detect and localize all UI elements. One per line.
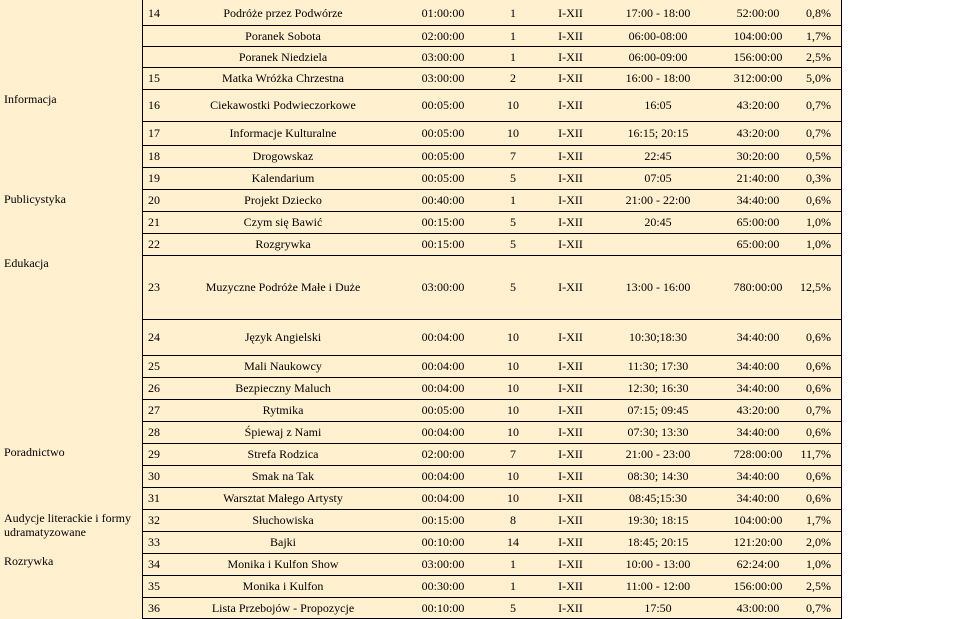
- cell-mon: I-XII: [558, 126, 583, 140]
- cell-mon: I-XII: [558, 49, 583, 64]
- cell-pct: 11,7%: [800, 447, 831, 461]
- cell-tot: 43:20:00: [736, 126, 780, 140]
- cell-nr: 24: [148, 330, 160, 344]
- cell-nr: 20: [148, 193, 160, 207]
- cell-cnt: 5: [510, 215, 516, 229]
- cell-mon: I-XII: [558, 280, 583, 294]
- cell-nr: 23: [148, 280, 160, 294]
- cell-pct: 0,5%: [806, 149, 831, 163]
- cell-dur: 00:40:00: [421, 193, 465, 207]
- cell-pct: 0,8%: [806, 6, 831, 20]
- cell-pct: 1,0%: [806, 237, 831, 251]
- cell-time: 16:05: [644, 98, 672, 112]
- cell-title: Śpiewaj z Nami: [244, 425, 322, 439]
- cell-cnt: 5: [510, 171, 516, 185]
- cell-time: 10:00 - 13:00: [625, 557, 691, 571]
- right-margin: [842, 0, 960, 619]
- cell-time: 13:00 - 16:00: [625, 280, 691, 294]
- cell-time: 08:45;15:30: [628, 491, 687, 505]
- cell-pct: 0,6%: [806, 491, 831, 505]
- cell-time: [603, 234, 713, 255]
- cell-pct: 1,0%: [806, 557, 831, 571]
- cell-dur: 00:15:00: [421, 237, 465, 251]
- cell-cnt: 2: [510, 71, 516, 85]
- cell-title: Drogowskaz: [252, 149, 314, 163]
- table-row: [143, 68, 841, 90]
- cell-mon: I-XII: [558, 600, 583, 615]
- cell-cnt: 10: [507, 126, 519, 140]
- cell-cnt: 1: [510, 193, 516, 207]
- cell-cnt: 10: [507, 381, 519, 395]
- table-row: [143, 378, 841, 400]
- table-row: [143, 356, 841, 378]
- table-row: [143, 598, 841, 619]
- table-row: [143, 122, 841, 146]
- cell-time: 18:45; 20:15: [627, 535, 689, 549]
- cell-time: 07:05: [644, 171, 672, 185]
- cell-title: Rozgrywka: [255, 237, 311, 251]
- cell-tot: 34:40:00: [736, 330, 780, 344]
- table-row: [143, 168, 841, 190]
- cell-cnt: 10: [507, 469, 519, 483]
- cell-pct: 0,6%: [806, 193, 831, 207]
- cell-title: Smak na Tak: [251, 469, 315, 483]
- cell-tot: 43:00:00: [736, 600, 780, 615]
- cell-mon: I-XII: [558, 237, 583, 251]
- cell-dur: 01:00:00: [421, 6, 465, 20]
- cell-dur: 03:00:00: [421, 557, 465, 571]
- cell-dur: 00:05:00: [421, 126, 465, 140]
- cell-tot: 52:00:00: [736, 6, 780, 20]
- cell-mon: I-XII: [558, 447, 583, 461]
- cell-tot: 156:00:00: [733, 49, 783, 64]
- cell-mon: I-XII: [558, 381, 583, 395]
- cell-title: Język Angielski: [244, 330, 322, 344]
- cell-dur: 02:00:00: [421, 28, 465, 43]
- cell-tot: 34:40:00: [736, 425, 780, 439]
- cell-mon: I-XII: [558, 149, 583, 163]
- cell-nr: 16: [148, 98, 160, 112]
- category-label: Informacja: [4, 92, 57, 106]
- cell-dur: 00:05:00: [421, 403, 465, 417]
- table-row: [143, 554, 841, 576]
- cell-cnt: 5: [510, 237, 516, 251]
- cell-nr: 15: [148, 71, 160, 85]
- cell-time: 11:00 - 12:00: [625, 579, 691, 593]
- cell-nr: 33: [148, 535, 160, 549]
- cell-tot: 34:40:00: [736, 381, 780, 395]
- cell-time: 12:30; 16:30: [627, 381, 689, 395]
- cell-cnt: 1: [510, 557, 516, 571]
- cell-title: Monika i Kulfon: [242, 579, 324, 593]
- cell-dur: 00:04:00: [421, 330, 465, 344]
- cell-pct: 1,7%: [806, 513, 831, 527]
- cell-pct: 12,5%: [800, 280, 831, 294]
- cell-title: Poranek Sobota: [245, 28, 321, 43]
- cell-title: Matka Wróżka Chrzestna: [222, 71, 344, 85]
- cell-pct: 0,7%: [806, 126, 831, 140]
- cell-tot: 312:00:00: [733, 71, 783, 85]
- cell-tot: 34:40:00: [736, 359, 780, 373]
- cell-pct: 0,6%: [806, 359, 831, 373]
- cell-nr: 21: [148, 215, 160, 229]
- table-row: [143, 26, 841, 47]
- cell-time: 17:50: [644, 600, 672, 615]
- cell-pct: 0,7%: [806, 98, 831, 112]
- cell-cnt: 8: [510, 513, 516, 527]
- category-label: Poradnictwo: [4, 445, 65, 459]
- table-row: [143, 488, 841, 510]
- cell-title: Lista Przebojów - Propozycje: [211, 600, 355, 615]
- cell-title: Podróże przez Podwórze: [223, 6, 343, 20]
- cell-tot: 728:00:00: [733, 447, 783, 461]
- cell-nr: 26: [148, 381, 160, 395]
- category-label: Publicystyka: [4, 192, 66, 206]
- cell-dur: 03:00:00: [421, 49, 465, 64]
- cell-time: 07:15; 09:45: [627, 403, 689, 417]
- category-column: [0, 0, 143, 619]
- cell-title: Muzyczne Podróże Małe i Duże: [205, 280, 361, 294]
- cell-nr: 36: [148, 600, 160, 615]
- cell-mon: I-XII: [558, 98, 583, 112]
- table-row: [143, 576, 841, 598]
- schedule-table: [143, 0, 842, 619]
- cell-dur: 03:00:00: [421, 71, 465, 85]
- table-row: [143, 234, 841, 256]
- cell-title: Bezpieczny Maluch: [235, 381, 331, 395]
- table-row: [143, 422, 841, 444]
- table-row: [143, 510, 841, 532]
- cell-time: 16:00 - 18:00: [625, 71, 691, 85]
- cell-mon: I-XII: [558, 425, 583, 439]
- table-row: [143, 320, 841, 356]
- cell-cnt: 14: [507, 535, 519, 549]
- cell-cnt: 7: [510, 149, 516, 163]
- cell-mon: I-XII: [558, 171, 583, 185]
- cell-cnt: 10: [507, 98, 519, 112]
- cell-tot: 104:00:00: [733, 513, 783, 527]
- cell-nr: 32: [148, 513, 160, 527]
- cell-nr: 30: [148, 469, 160, 483]
- cell-title: Strefa Rodzica: [247, 447, 319, 461]
- cell-nr: [148, 47, 178, 67]
- cell-dur: 00:04:00: [421, 425, 465, 439]
- cell-mon: I-XII: [558, 6, 583, 20]
- cell-cnt: 10: [507, 403, 519, 417]
- category-label: Rozrywka: [4, 554, 54, 568]
- cell-pct: 2,0%: [806, 535, 831, 549]
- category-label: Edukacja: [4, 256, 49, 270]
- cell-pct: 0,7%: [806, 403, 831, 417]
- cell-dur: 00:04:00: [421, 491, 465, 505]
- cell-title: Poranek Niedziela: [238, 49, 328, 64]
- cell-dur: 00:04:00: [421, 381, 465, 395]
- cell-title: Słuchowiska: [252, 513, 314, 527]
- cell-time: 10:30;18:30: [628, 330, 687, 344]
- cell-nr: 27: [148, 403, 160, 417]
- cell-dur: 00:05:00: [421, 98, 465, 112]
- cell-tot: 62:24:00: [736, 557, 780, 571]
- cell-dur: 02:00:00: [421, 447, 465, 461]
- cell-nr: 18: [148, 149, 160, 163]
- cell-mon: I-XII: [558, 557, 583, 571]
- cell-tot: 156:00:00: [733, 579, 783, 593]
- cell-title: Projekt Dziecko: [244, 193, 322, 207]
- cell-nr: 31: [148, 491, 160, 505]
- cell-title: Informacje Kulturalne: [229, 126, 337, 140]
- cell-dur: 00:30:00: [421, 579, 465, 593]
- cell-pct: 5,0%: [806, 71, 831, 85]
- table-row: [143, 2, 841, 26]
- cell-cnt: 10: [507, 491, 519, 505]
- cell-mon: I-XII: [558, 71, 583, 85]
- cell-tot: 65:00:00: [736, 237, 780, 251]
- cell-dur: 00:05:00: [421, 171, 465, 185]
- cell-dur: 00:10:00: [421, 600, 465, 615]
- cell-mon: I-XII: [558, 330, 583, 344]
- cell-dur: 00:15:00: [421, 513, 465, 527]
- cell-pct: 0,6%: [806, 425, 831, 439]
- cell-tot: 30:20:00: [736, 149, 780, 163]
- cell-cnt: 10: [507, 359, 519, 373]
- table-row: [143, 256, 841, 320]
- cell-mon: I-XII: [558, 469, 583, 483]
- cell-time: 21:00 - 23:00: [625, 447, 691, 461]
- cell-cnt: 1: [510, 28, 516, 43]
- table-row: [143, 466, 841, 488]
- cell-title: Bajki: [270, 535, 296, 549]
- cell-time: 21:00 - 22:00: [625, 193, 691, 207]
- table-row: [143, 146, 841, 168]
- cell-nr: 25: [148, 359, 160, 373]
- cell-pct: 2,5%: [806, 579, 831, 593]
- table-row: [143, 532, 841, 554]
- cell-nr: 35: [148, 579, 160, 593]
- cell-time: 16:15; 20:15: [627, 126, 689, 140]
- cell-title: Rytmika: [262, 403, 304, 417]
- cell-cnt: 5: [510, 280, 516, 294]
- cell-cnt: 7: [510, 447, 516, 461]
- cell-time: 17:00 - 18:00: [625, 6, 691, 20]
- cell-title: Monika i Kulfon Show: [227, 557, 339, 571]
- cell-pct: 0,6%: [806, 330, 831, 344]
- cell-cnt: 1: [510, 6, 516, 20]
- cell-pct: 0,3%: [806, 171, 831, 185]
- cell-mon: I-XII: [558, 491, 583, 505]
- cell-cnt: 5: [510, 600, 516, 615]
- cell-dur: 00:15:00: [421, 215, 465, 229]
- table-row: [143, 212, 841, 234]
- cell-dur: 00:10:00: [421, 535, 465, 549]
- cell-cnt: 10: [507, 330, 519, 344]
- cell-tot: 121:20:00: [733, 535, 783, 549]
- cell-time: 06:00-08:00: [628, 28, 688, 43]
- cell-tot: 43:20:00: [736, 403, 780, 417]
- cell-title: Kalendarium: [251, 171, 315, 185]
- cell-cnt: 10: [507, 425, 519, 439]
- category-label: Audycje literackie i formy udramatyzowane: [4, 511, 131, 539]
- cell-dur: 03:00:00: [421, 280, 465, 294]
- cell-tot: 21:40:00: [736, 171, 780, 185]
- cell-tot: 780:00:00: [733, 280, 783, 294]
- cell-nr: 29: [148, 447, 160, 461]
- cell-time: 07:30; 13:30: [627, 425, 689, 439]
- cell-time: 06:00-09:00: [628, 49, 688, 64]
- cell-time: 20:45: [644, 215, 672, 229]
- cell-nr: 28: [148, 425, 160, 439]
- cell-nr: 14: [148, 6, 160, 20]
- cell-title: Czym się Bawić: [243, 215, 323, 229]
- cell-pct: 0,6%: [806, 381, 831, 395]
- cell-nr: 17: [148, 126, 160, 140]
- cell-cnt: 1: [510, 579, 516, 593]
- cell-dur: 00:04:00: [421, 469, 465, 483]
- cell-dur: 00:04:00: [421, 359, 465, 373]
- cell-nr: 19: [148, 171, 160, 185]
- cell-mon: I-XII: [558, 579, 583, 593]
- table-row: [143, 400, 841, 422]
- cell-pct: 1,0%: [806, 215, 831, 229]
- cell-title: Warsztat Małego Artysty: [223, 491, 343, 505]
- cell-tot: 34:40:00: [736, 491, 780, 505]
- cell-pct: 2,5%: [806, 49, 831, 64]
- cell-time: 22:45: [644, 149, 672, 163]
- table-row: [143, 444, 841, 466]
- cell-mon: I-XII: [558, 403, 583, 417]
- table-row: [143, 190, 841, 212]
- cell-nr: 22: [148, 237, 160, 251]
- cell-pct: 0,7%: [806, 600, 831, 615]
- cell-pct: 1,7%: [806, 28, 831, 43]
- cell-mon: I-XII: [558, 193, 583, 207]
- table-row: [143, 47, 841, 68]
- cell-tot: 34:40:00: [736, 469, 780, 483]
- cell-tot: 34:40:00: [736, 193, 780, 207]
- cell-nr: [148, 26, 178, 46]
- cell-time: 11:30; 17:30: [627, 359, 689, 373]
- cell-nr: 34: [148, 557, 160, 571]
- cell-mon: I-XII: [558, 28, 583, 43]
- cell-tot: 104:00:00: [733, 28, 783, 43]
- cell-mon: I-XII: [558, 215, 583, 229]
- cell-title: Ciekawostki Podwieczorkowe: [210, 98, 356, 112]
- cell-mon: I-XII: [558, 535, 583, 549]
- table-row: [143, 90, 841, 122]
- cell-title: Mali Naukowcy: [244, 359, 322, 373]
- cell-mon: I-XII: [558, 513, 583, 527]
- cell-pct: 0,6%: [806, 469, 831, 483]
- cell-tot: 65:00:00: [736, 215, 780, 229]
- cell-mon: I-XII: [558, 359, 583, 373]
- cell-dur: 00:05:00: [421, 149, 465, 163]
- cell-tot: 43:20:00: [736, 98, 780, 112]
- cell-time: 08:30; 14:30: [627, 469, 689, 483]
- cell-time: 19:30; 18:15: [627, 513, 689, 527]
- cell-cnt: 1: [510, 49, 516, 64]
